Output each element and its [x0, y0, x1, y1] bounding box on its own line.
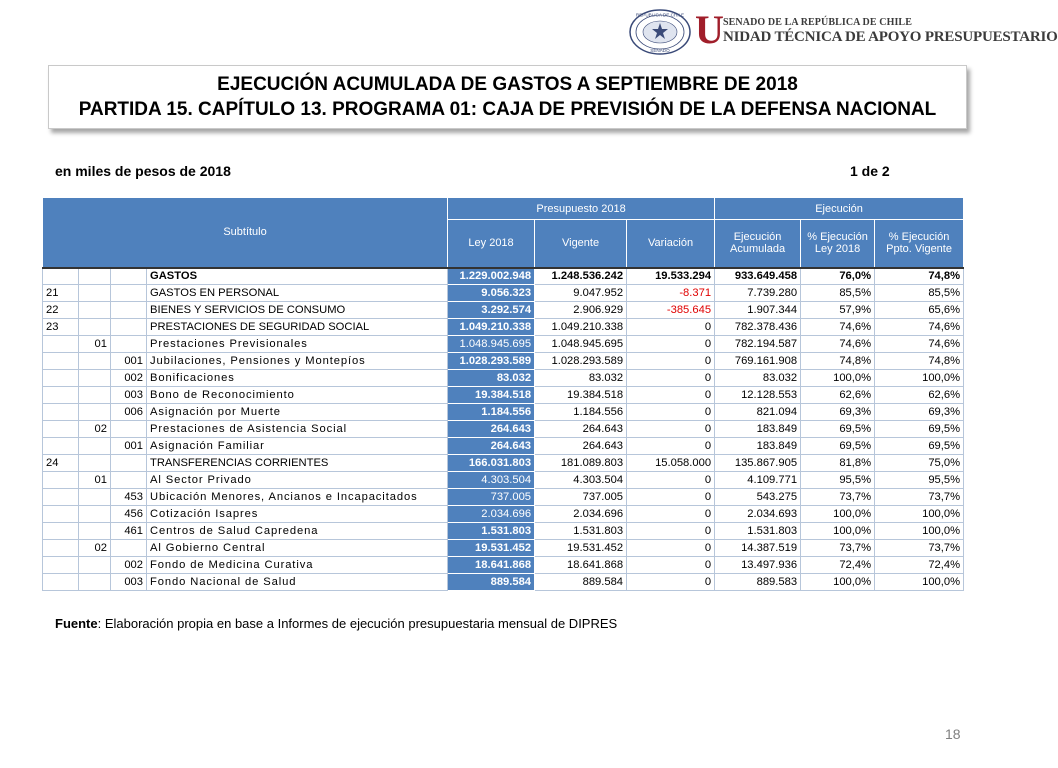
- cell-ejecucion-acumulada: 183.849: [715, 438, 801, 455]
- cell-ley-2018: 83.032: [448, 370, 535, 387]
- cell-asignacion: [111, 268, 147, 285]
- cell-vigente: 1.248.536.242: [535, 268, 627, 285]
- cell-item: [79, 438, 111, 455]
- cell-pct-vigente: 73,7%: [875, 489, 964, 506]
- cell-ley-2018: 1.184.556: [448, 404, 535, 421]
- header-ejec-acum-line-1: Ejecución: [733, 231, 782, 244]
- cell-asignacion: [111, 455, 147, 472]
- title-line-2: PARTIDA 15. CAPÍTULO 13. PROGRAMA 01: CAJA DE PREVISIÓN DE LA DEFENSA NACIONAL: [78, 99, 937, 120]
- cell-ley-2018: 889.584: [448, 574, 535, 591]
- cell-ley-2018: 264.643: [448, 438, 535, 455]
- cell-variacion: 0: [627, 336, 715, 353]
- cell-ley-2018: 166.031.803: [448, 455, 535, 472]
- cell-ley-2018: 737.005: [448, 489, 535, 506]
- cell-concepto: Prestaciones Previsionales: [147, 336, 448, 353]
- cell-ejecucion-acumulada: 769.161.908: [715, 353, 801, 370]
- cell-subtitulo: [43, 489, 79, 506]
- cell-ejecucion-acumulada: 933.649.458: [715, 268, 801, 285]
- cell-concepto: Al Gobierno Central: [147, 540, 448, 557]
- cell-ejecucion-acumulada: 183.849: [715, 421, 801, 438]
- seal-top-text: REPÚBLICA DE CHILE: [635, 12, 685, 18]
- cell-subtitulo: 22: [43, 302, 79, 319]
- cell-subtitulo: 23: [43, 319, 79, 336]
- table-row: [43, 557, 964, 574]
- cell-subtitulo: [43, 268, 79, 285]
- cell-variacion: 0: [627, 506, 715, 523]
- cell-variacion: 0: [627, 523, 715, 540]
- cell-pct-vigente: 75,0%: [875, 455, 964, 472]
- table-row: [43, 302, 964, 319]
- cell-ejecucion-acumulada: 12.128.553: [715, 387, 801, 404]
- brand-line-1: SENADO DE LA REPÚBLICA DE CHILE: [723, 17, 912, 28]
- cell-concepto: Bonificaciones: [147, 370, 448, 387]
- cell-item: [79, 268, 111, 285]
- cell-subtitulo: [43, 404, 79, 421]
- cell-vigente: 4.303.504: [535, 472, 627, 489]
- cell-vigente: 737.005: [535, 489, 627, 506]
- cell-pct-ley: 57,9%: [801, 302, 875, 319]
- header-pct-ley-line-1: % Ejecución: [807, 231, 868, 244]
- senate-seal-logo: [629, 9, 691, 55]
- cell-pct-ley: 100,0%: [801, 370, 875, 387]
- cell-asignacion: 003: [111, 574, 147, 591]
- cell-subtitulo: [43, 438, 79, 455]
- table-row: [43, 506, 964, 523]
- units-note: en miles de pesos de 2018: [55, 163, 231, 179]
- cell-concepto: Centros de Salud Capredena: [147, 523, 448, 540]
- cell-concepto: Fondo de Medicina Curativa: [147, 557, 448, 574]
- cell-item: [79, 489, 111, 506]
- cell-asignacion: 001: [111, 438, 147, 455]
- table-row: [43, 540, 964, 557]
- cell-asignacion: [111, 319, 147, 336]
- cell-pct-ley: 81,8%: [801, 455, 875, 472]
- title-line-1: EJECUCIÓN ACUMULADA DE GASTOS A SEPTIEMBRE DE 2018: [217, 74, 798, 95]
- header-ejecucion: Ejecución: [715, 198, 964, 220]
- cell-vigente: 264.643: [535, 438, 627, 455]
- cell-pct-vigente: 74,6%: [875, 336, 964, 353]
- cell-ejecucion-acumulada: 13.497.936: [715, 557, 801, 574]
- cell-variacion: 0: [627, 387, 715, 404]
- cell-item: [79, 523, 111, 540]
- cell-asignacion: 456: [111, 506, 147, 523]
- cell-concepto: Fondo Nacional de Salud: [147, 574, 448, 591]
- cell-ejecucion-acumulada: 14.387.519: [715, 540, 801, 557]
- cell-vigente: 2.034.696: [535, 506, 627, 523]
- cell-ejecucion-acumulada: 782.194.587: [715, 336, 801, 353]
- cell-pct-vigente: 100,0%: [875, 506, 964, 523]
- header-pct-ejecucion-vigente: [875, 220, 964, 268]
- cell-variacion: 0: [627, 438, 715, 455]
- cell-item: [79, 455, 111, 472]
- cell-ejecucion-acumulada: 7.739.280: [715, 285, 801, 302]
- cell-ley-2018: 9.056.323: [448, 285, 535, 302]
- cell-subtitulo: [43, 353, 79, 370]
- cell-variacion: 0: [627, 353, 715, 370]
- cell-item: [79, 302, 111, 319]
- table-row: [43, 455, 964, 472]
- cell-item: [79, 387, 111, 404]
- cell-pct-ley: 100,0%: [801, 523, 875, 540]
- cell-pct-ley: 62,6%: [801, 387, 875, 404]
- header-pct-ley-line-2: Ley 2018: [814, 243, 861, 256]
- header-pct-vig-line-1: % Ejecución: [888, 231, 950, 244]
- cell-pct-vigente: 73,7%: [875, 540, 964, 557]
- cell-pct-ley: 69,5%: [801, 421, 875, 438]
- cell-item: [79, 506, 111, 523]
- cell-subtitulo: [43, 387, 79, 404]
- cell-ley-2018: 1.229.002.948: [448, 268, 535, 285]
- cell-pct-ley: 76,0%: [801, 268, 875, 285]
- cell-vigente: 1.184.556: [535, 404, 627, 421]
- table-row: [43, 370, 964, 387]
- cell-item: [79, 370, 111, 387]
- cell-asignacion: [111, 302, 147, 319]
- cell-variacion: 0: [627, 574, 715, 591]
- cell-pct-ley: 74,8%: [801, 353, 875, 370]
- table-row: [43, 438, 964, 455]
- cell-item: [79, 319, 111, 336]
- source-text: : Elaboración propia en base a Informes de ejecución presupuestaria mensual de DIPRES: [97, 616, 618, 631]
- cell-concepto: Cotización Isapres: [147, 506, 448, 523]
- cell-variacion: -8.371: [627, 285, 715, 302]
- cell-pct-ley: 100,0%: [801, 574, 875, 591]
- cell-ejecucion-acumulada: 543.275: [715, 489, 801, 506]
- brand-initial: U: [695, 7, 724, 52]
- page-indicator: 1 de 2: [850, 163, 890, 179]
- brand-logo: [695, 7, 1058, 52]
- cell-ejecucion-acumulada: 2.034.693: [715, 506, 801, 523]
- source-note: [55, 616, 617, 631]
- cell-vigente: 1.049.210.338: [535, 319, 627, 336]
- cell-concepto: Prestaciones de Asistencia Social: [147, 421, 448, 438]
- cell-pct-vigente: 95,5%: [875, 472, 964, 489]
- cell-ejecucion-acumulada: 4.109.771: [715, 472, 801, 489]
- cell-pct-vigente: 100,0%: [875, 574, 964, 591]
- cell-vigente: 889.584: [535, 574, 627, 591]
- cell-ley-2018: 264.643: [448, 421, 535, 438]
- cell-item: 02: [79, 421, 111, 438]
- table-row: [43, 285, 964, 302]
- cell-variacion: 19.533.294: [627, 268, 715, 285]
- cell-asignacion: 006: [111, 404, 147, 421]
- cell-subtitulo: [43, 421, 79, 438]
- cell-asignacion: 461: [111, 523, 147, 540]
- cell-pct-vigente: 100,0%: [875, 370, 964, 387]
- cell-ley-2018: 1.048.945.695: [448, 336, 535, 353]
- cell-item: [79, 557, 111, 574]
- header-pct-vig-line-2: Ppto. Vigente: [886, 243, 952, 256]
- cell-item: [79, 285, 111, 302]
- cell-concepto: Ubicación Menores, Ancianos e Incapacitados: [147, 489, 448, 506]
- cell-item: 02: [79, 540, 111, 557]
- cell-variacion: 15.058.000: [627, 455, 715, 472]
- cell-pct-ley: 69,5%: [801, 438, 875, 455]
- cell-concepto: TRANSFERENCIAS CORRIENTES: [147, 455, 448, 472]
- cell-pct-ley: 74,6%: [801, 319, 875, 336]
- cell-ley-2018: 1.028.293.589: [448, 353, 535, 370]
- cell-variacion: 0: [627, 370, 715, 387]
- cell-variacion: 0: [627, 489, 715, 506]
- cell-variacion: 0: [627, 421, 715, 438]
- cell-item: [79, 574, 111, 591]
- cell-pct-vigente: 74,6%: [875, 319, 964, 336]
- table-row: [43, 268, 964, 285]
- cell-subtitulo: [43, 472, 79, 489]
- cell-ejecucion-acumulada: 821.094: [715, 404, 801, 421]
- cell-pct-vigente: 69,3%: [875, 404, 964, 421]
- cell-pct-vigente: 74,8%: [875, 268, 964, 285]
- table-row: [43, 523, 964, 540]
- cell-asignacion: 002: [111, 557, 147, 574]
- cell-ejecucion-acumulada: 889.583: [715, 574, 801, 591]
- title-box: [48, 65, 967, 129]
- cell-pct-ley: 73,7%: [801, 489, 875, 506]
- cell-subtitulo: [43, 557, 79, 574]
- cell-subtitulo: 24: [43, 455, 79, 472]
- cell-concepto: Bono de Reconocimiento: [147, 387, 448, 404]
- cell-ejecucion-acumulada: 83.032: [715, 370, 801, 387]
- cell-asignacion: 002: [111, 370, 147, 387]
- cell-vigente: 9.047.952: [535, 285, 627, 302]
- header-presupuesto-2018: Presupuesto 2018: [448, 198, 715, 220]
- cell-pct-vigente: 74,8%: [875, 353, 964, 370]
- cell-variacion: 0: [627, 557, 715, 574]
- cell-ejecucion-acumulada: 782.378.436: [715, 319, 801, 336]
- cell-variacion: 0: [627, 319, 715, 336]
- cell-vigente: 19.384.518: [535, 387, 627, 404]
- cell-subtitulo: [43, 336, 79, 353]
- cell-pct-ley: 85,5%: [801, 285, 875, 302]
- cell-pct-ley: 73,7%: [801, 540, 875, 557]
- cell-subtitulo: [43, 574, 79, 591]
- cell-asignacion: 453: [111, 489, 147, 506]
- cell-vigente: 264.643: [535, 421, 627, 438]
- cell-asignacion: 003: [111, 387, 147, 404]
- cell-vigente: 1.028.293.589: [535, 353, 627, 370]
- cell-ley-2018: 4.303.504: [448, 472, 535, 489]
- table-row: [43, 336, 964, 353]
- slide-number: 18: [945, 726, 961, 742]
- table-row: [43, 319, 964, 336]
- table-row: [43, 387, 964, 404]
- table-row: [43, 421, 964, 438]
- cell-pct-ley: 72,4%: [801, 557, 875, 574]
- cell-concepto: BIENES Y SERVICIOS DE CONSUMO: [147, 302, 448, 319]
- cell-pct-ley: 95,5%: [801, 472, 875, 489]
- seal-bottom-text: SENADO: [650, 48, 670, 53]
- header-pct-ejecucion-ley: [801, 220, 875, 268]
- cell-subtitulo: [43, 540, 79, 557]
- cell-ley-2018: 2.034.696: [448, 506, 535, 523]
- header-ejecucion-acumulada: [715, 220, 801, 268]
- cell-asignacion: [111, 336, 147, 353]
- cell-subtitulo: [43, 506, 79, 523]
- table-row: [43, 574, 964, 591]
- cell-concepto: GASTOS: [147, 268, 448, 285]
- cell-pct-ley: 100,0%: [801, 506, 875, 523]
- brand-line-2: NIDAD TÉCNICA DE APOYO PRESUPUESTARIO: [723, 29, 1058, 45]
- cell-item: [79, 353, 111, 370]
- cell-variacion: 0: [627, 540, 715, 557]
- cell-vigente: 83.032: [535, 370, 627, 387]
- cell-subtitulo: [43, 523, 79, 540]
- cell-item: 01: [79, 472, 111, 489]
- cell-vigente: 1.048.945.695: [535, 336, 627, 353]
- cell-ejecucion-acumulada: 135.867.905: [715, 455, 801, 472]
- cell-concepto: Asignación por Muerte: [147, 404, 448, 421]
- cell-item: 01: [79, 336, 111, 353]
- cell-variacion: 0: [627, 472, 715, 489]
- cell-variacion: 0: [627, 404, 715, 421]
- header-subtitulo: Subtítulo: [43, 198, 448, 268]
- cell-ley-2018: 1.531.803: [448, 523, 535, 540]
- cell-ejecucion-acumulada: 1.531.803: [715, 523, 801, 540]
- header-vigente: Vigente: [535, 220, 627, 268]
- cell-pct-ley: 69,3%: [801, 404, 875, 421]
- cell-asignacion: [111, 472, 147, 489]
- cell-vigente: 1.531.803: [535, 523, 627, 540]
- cell-asignacion: 001: [111, 353, 147, 370]
- cell-pct-vigente: 72,4%: [875, 557, 964, 574]
- cell-concepto: PRESTACIONES DE SEGURIDAD SOCIAL: [147, 319, 448, 336]
- cell-ley-2018: 19.531.452: [448, 540, 535, 557]
- cell-variacion: -385.645: [627, 302, 715, 319]
- header-variacion: Variación: [627, 220, 715, 268]
- cell-vigente: 181.089.803: [535, 455, 627, 472]
- cell-ley-2018: 19.384.518: [448, 387, 535, 404]
- cell-concepto: Jubilaciones, Pensiones y Montepíos: [147, 353, 448, 370]
- cell-subtitulo: 21: [43, 285, 79, 302]
- cell-concepto: Asignación Familiar: [147, 438, 448, 455]
- header-ejec-acum-line-2: Acumulada: [730, 243, 786, 256]
- cell-asignacion: [111, 285, 147, 302]
- cell-vigente: 2.906.929: [535, 302, 627, 319]
- cell-pct-vigente: 62,6%: [875, 387, 964, 404]
- cell-pct-vigente: 100,0%: [875, 523, 964, 540]
- cell-ley-2018: 18.641.868: [448, 557, 535, 574]
- table-row: [43, 404, 964, 421]
- cell-concepto: GASTOS EN PERSONAL: [147, 285, 448, 302]
- cell-pct-vigente: 85,5%: [875, 285, 964, 302]
- cell-pct-vigente: 69,5%: [875, 438, 964, 455]
- cell-vigente: 18.641.868: [535, 557, 627, 574]
- cell-pct-vigente: 69,5%: [875, 421, 964, 438]
- cell-pct-ley: 74,6%: [801, 336, 875, 353]
- budget-table-body: [43, 268, 964, 591]
- cell-pct-vigente: 65,6%: [875, 302, 964, 319]
- cell-vigente: 19.531.452: [535, 540, 627, 557]
- cell-asignacion: [111, 540, 147, 557]
- table-row: [43, 472, 964, 489]
- cell-ley-2018: 1.049.210.338: [448, 319, 535, 336]
- cell-subtitulo: [43, 370, 79, 387]
- table-row: [43, 353, 964, 370]
- budget-table: [42, 197, 964, 591]
- cell-concepto: Al Sector Privado: [147, 472, 448, 489]
- cell-ley-2018: 3.292.574: [448, 302, 535, 319]
- cell-item: [79, 404, 111, 421]
- cell-asignacion: [111, 421, 147, 438]
- header-ley-2018: Ley 2018: [448, 220, 535, 268]
- source-label: Fuente: [55, 616, 98, 631]
- table-row: [43, 489, 964, 506]
- cell-ejecucion-acumulada: 1.907.344: [715, 302, 801, 319]
